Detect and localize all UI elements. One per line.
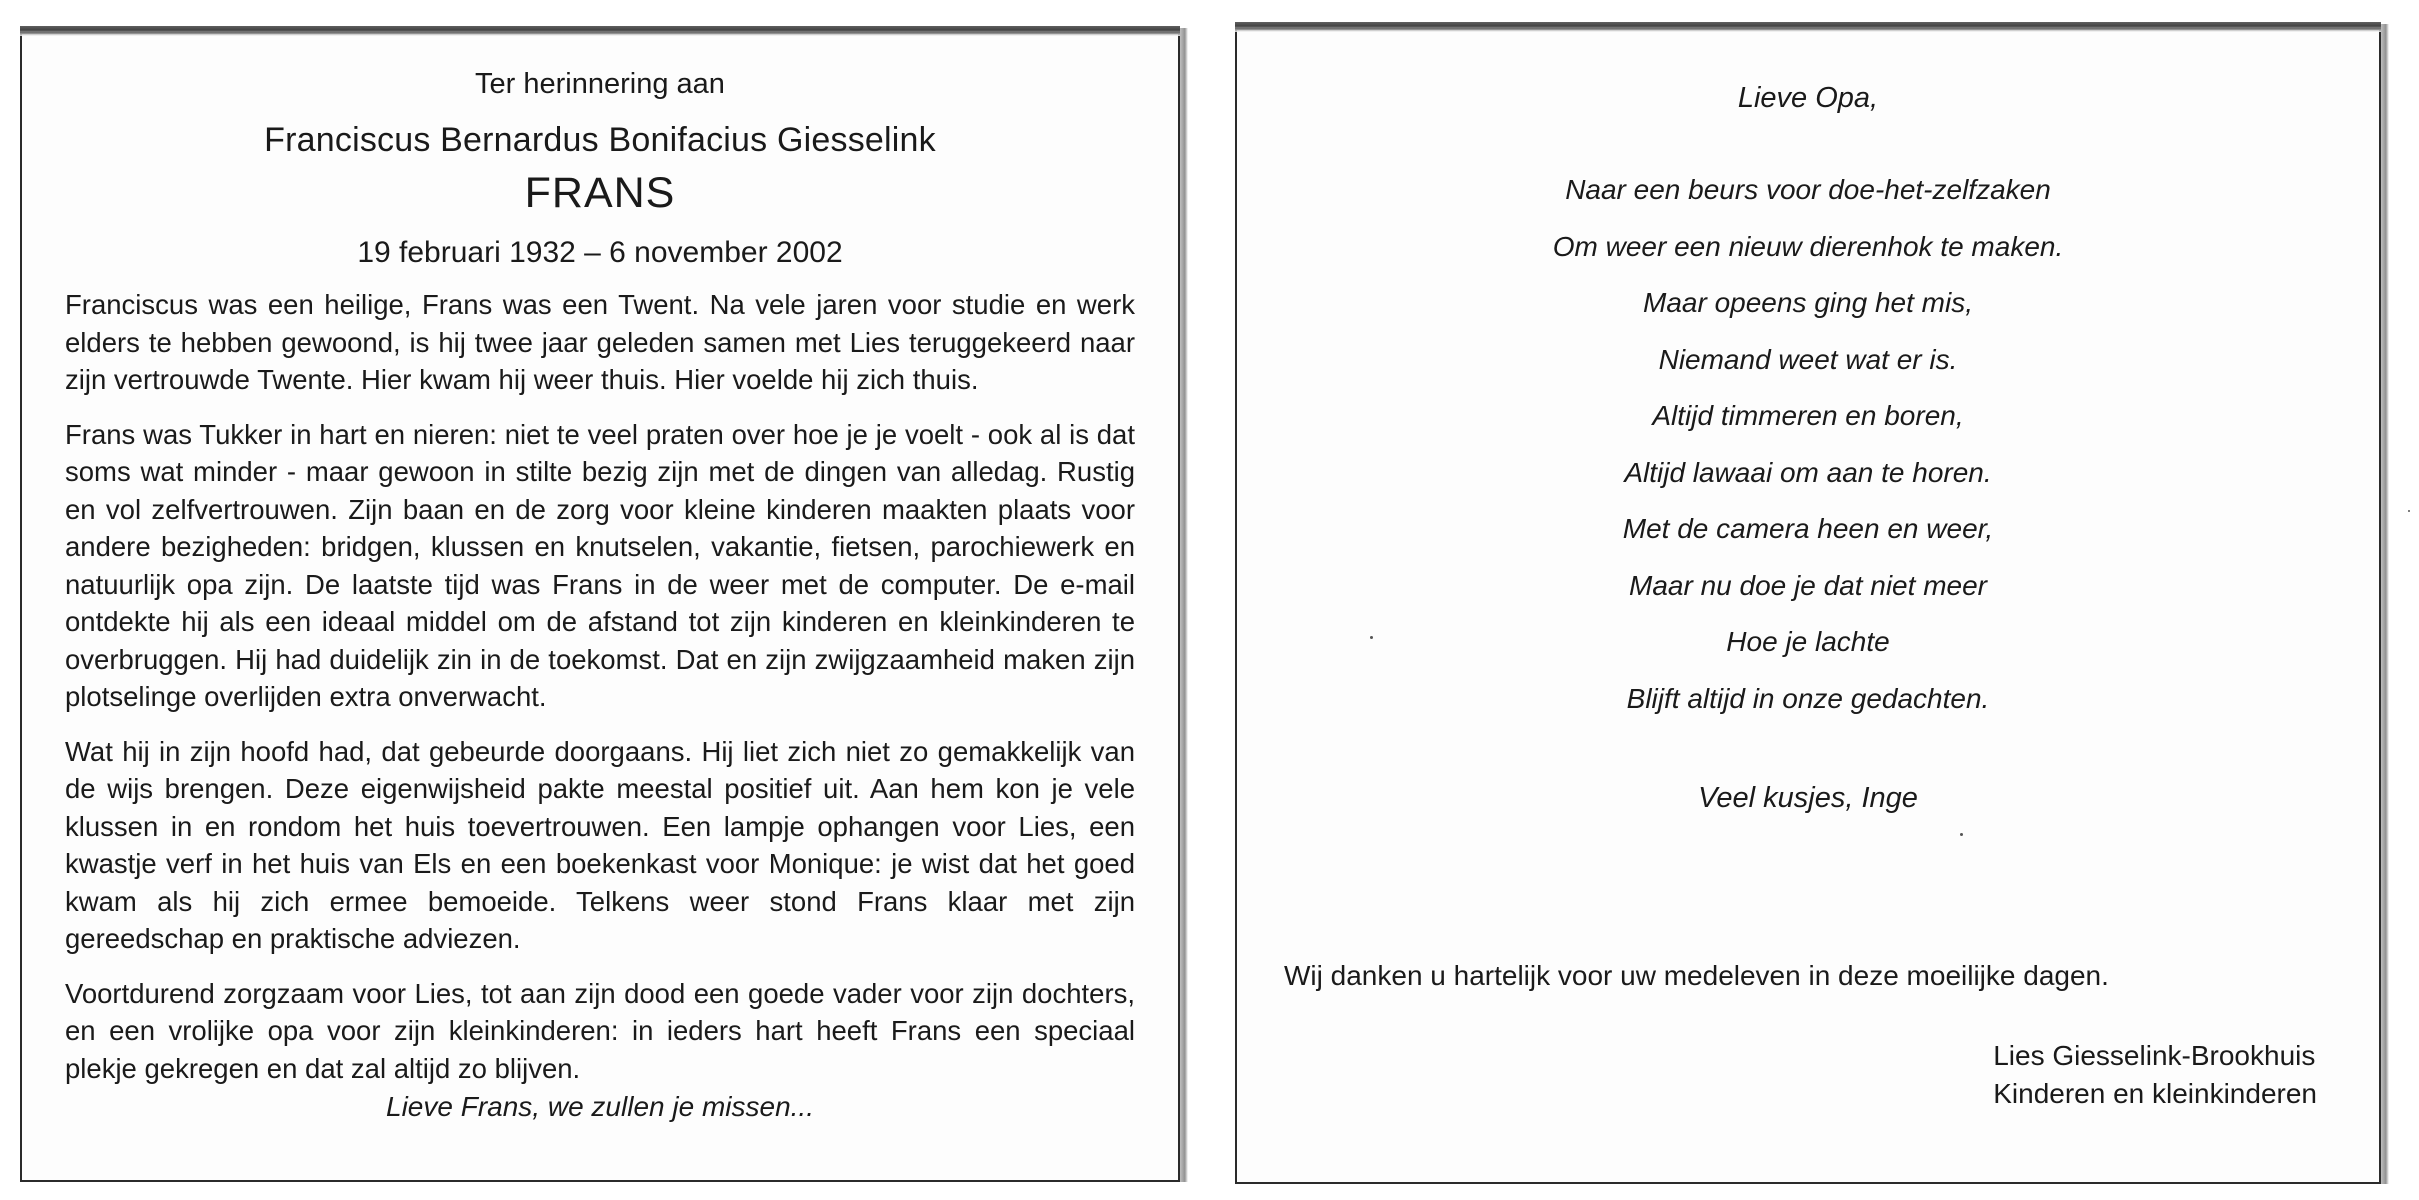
poem-line: Hoe je lachte [1726, 626, 1890, 657]
thanks-text: Wij danken u hartelijk voor uw medeleven in deze moeilijke dagen. [1284, 960, 2109, 991]
scan-speck [1960, 833, 1963, 836]
paragraph: Voortdurend zorgzaam voor Lies, tot aan zijn dood een goede vader voor zijn dochters, en een vrolijke opa voor zijn kleinkinderen: in ieders hart heeft Frans een speciaal plekje gekregen en dat zal altijd zo blijven. [65, 977, 1135, 1084]
biography-text [65, 286, 1135, 1104]
poem-line: Altijd lawaai om aan te horen. [1624, 456, 1992, 488]
signature [1993, 1037, 2317, 1113]
poem-line: Altijd timmeren en boren, [1652, 400, 1964, 431]
closing-line: Lieve Frans, we zullen je missen... [386, 1091, 814, 1122]
poem-line: Maar nu doe je dat niet meer [1629, 569, 1987, 601]
short-name: FRANS [524, 169, 676, 217]
poem-line: Maar opeens ging het mis, [1643, 287, 1973, 318]
poem-line: Niemand weet wat er is. [1658, 343, 1958, 375]
paragraph: Franciscus was een heilige, Frans was een Twent. Na vele jaren voor studie en werk elders te hebben gewoond, is hij twee jaar geleden samen met Lies teruggekeerd naar zijn vertrouwde Twente. Hier kwam hij weer thuis. Hier voelde hij zich thuis. [65, 289, 1135, 395]
poem-line: Blijft altijd in onze gedachten. [1626, 682, 1990, 714]
signature-line: Lies Giesselink-Brookhuis [1993, 1040, 2316, 1071]
life-dates: 19 februari 1932 – 6 november 2002 [357, 236, 843, 269]
signature-line: Kinderen en kleinkinderen [1993, 1078, 2317, 1109]
poem-line: Om weer een nieuw dierenhok te maken. [1552, 230, 2064, 262]
poem-signoff: Veel kusjes, Inge [1698, 782, 1918, 814]
paragraph: Wat hij in zijn hoofd had, dat gebeurde doorgaans. Hij liet zich niet zo gemakkelijk van de wijs brengen. Deze eigenwijsheid pakte meestal positief uit. Aan hem kon je vele klussen in en rondom het huis toevertrouwen. Een lampje ophangen voor Lies, een kwastje verf in het huis van Els en een boekenkast voor Monique: je wist dat het goed kwam als hij zich ermee bemoeide. Telkens weer stond Frans klaar met zijn gereedschap en praktische adviezen. [65, 735, 1135, 954]
full-name: Franciscus Bernardus Bonifacius Giesselink [264, 121, 936, 159]
poem-line: Met de camera heen en weer, [1622, 513, 1994, 544]
poem-greeting: Lieve Opa, [1737, 82, 1879, 114]
paragraph: Frans was Tukker in hart en nieren: niet te veel praten over hoe je je voelt - ook al is dat soms wat minder - maar gewoon in stilte bezig zijn met de dingen van alledag. Rustig en vol zelfvertrouwen. Zijn baan en de zorg voor kleine kinderen maakten plaats voor andere bezigheden: bridgen, klussen en knutselen, vakantie, fietsen, parochiewerk en natuurlijk opa zijn. De laatste tijd was Frans in de weer met de computer. De e-mail ontdekte hij als een ideaal middel om de afstand tot zijn kinderen en kleinkinderen te overbruggen. Hij had duidelijk zin in de toekomst. Dat en zijn zwijgzaamheid maken zijn plotselinge overlijden extra onverwacht. [65, 418, 1135, 712]
poem [1237, 162, 2379, 727]
intro-text: Ter herinnering aan [475, 68, 725, 100]
scan-speck [1370, 636, 1373, 639]
scan-speck [2408, 510, 2410, 512]
memorial-card-left [20, 32, 1180, 1182]
poem-line: Naar een beurs voor doe-het-zelfzaken [1565, 174, 2051, 205]
memorial-card-right [1235, 28, 2381, 1184]
